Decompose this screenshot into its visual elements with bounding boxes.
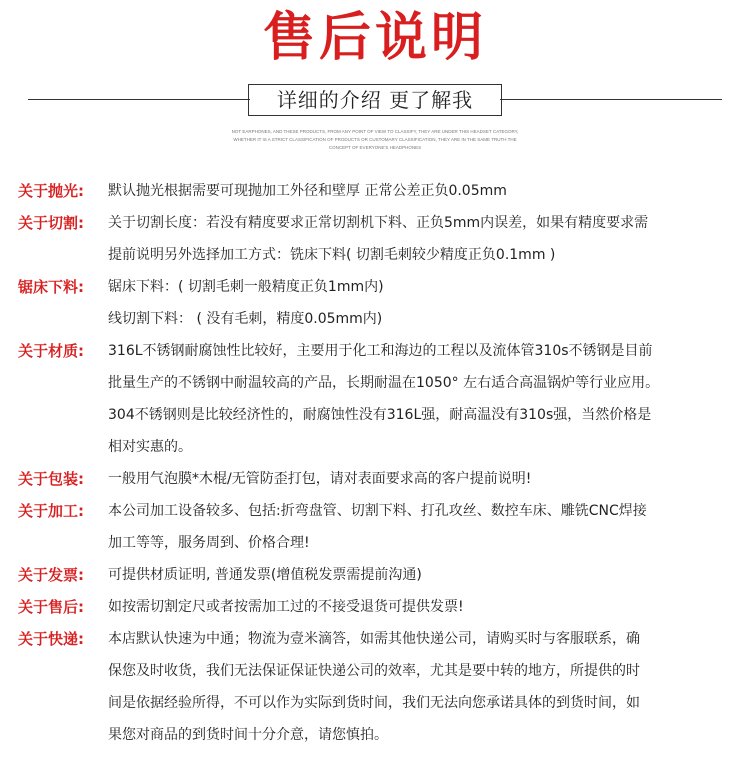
text-line: 本公司加工设备较多、包括:折弯盘管、切割下料、打孔攻丝、数控车床、雕铣CNC焊接: [108, 503, 647, 519]
section-label: 关于包装:: [18, 470, 84, 488]
section-text: [108, 562, 732, 594]
text-line: 批量生产的不锈钢中耐温较高的产品，长期耐温在1050° 左右适合高温锅炉等行业应用。: [108, 375, 660, 391]
section-label: 关于快递:: [18, 630, 84, 648]
divider-left: [28, 99, 250, 100]
text-line: 本店默认快速为中通；物流为壹米滴答，如需其他快递公司，请购买时与客服联系，确: [108, 631, 640, 647]
section-label: 关于加工:: [18, 502, 84, 520]
fineprint-line: CONCEPT OF EVERYONE'S HEADPHONES: [328, 145, 422, 150]
text-line: 316L不锈钢耐腐蚀性比较好，主要用于化工和海边的工程以及流体管310s不锈钢是目前: [108, 343, 653, 359]
text-line: 可提供材质证明, 普通发票(增值税发票需提前沟通): [108, 567, 422, 583]
fineprint: [200, 128, 550, 152]
text-line: 默认抛光根据需要可现抛加工外径和壁厚 正常公差正负0.05mm: [108, 183, 507, 199]
subtitle-box: 详细的介绍 更了解我: [248, 84, 502, 116]
section-text: [108, 210, 732, 274]
text-line: 如按需切割定尺或者按需加工过的不接受退货可提供发票!: [108, 599, 464, 615]
section-text: [108, 274, 732, 338]
section-text: [108, 338, 732, 466]
text-line: 果您对商品的到货时间十分介意，请您慎拍。: [108, 727, 388, 743]
section-text: [108, 498, 732, 562]
section-label: 锯床下料:: [18, 278, 84, 296]
text-line: 关于切割长度：若没有精度要求正常切割机下料、正负5mm内误差，如果有精度要求需: [108, 215, 649, 231]
text-line: 间是依据经验所得，不可以作为实际到货时间，我们无法向您承诺具体的到货时间，如: [108, 695, 640, 711]
text-line: 一般用气泡膜*木棍/无管防歪打包，请对表面要求高的客户提前说明!: [108, 471, 532, 487]
text-line: 提前说明另外选择加工方式：铣床下料( 切割毛刺较少精度正负0.1mm ): [108, 247, 556, 263]
text-line: 加工等等，服务周到、价格合理!: [108, 535, 310, 551]
section-label: 关于发票:: [18, 566, 84, 584]
text-line: 相对实惠的。: [108, 439, 192, 455]
section-text: [108, 178, 732, 210]
text-line: 304不锈钢则是比较经济性的，耐腐蚀性没有316L强，耐高温没有310s强，当然价格是: [108, 407, 652, 423]
text-line: 保您及时收货，我们无法保证保证快递公司的效率，尤其是要中转的地方，所提供的时: [108, 663, 640, 679]
page-title: 售后说明: [262, 8, 487, 68]
section-text: [108, 594, 732, 626]
section-text: [108, 466, 732, 498]
section-text: [108, 626, 732, 754]
text-line: 锯床下料：( 切割毛刺一般精度正负1mm内): [108, 279, 384, 295]
section-label: 关于售后:: [18, 598, 84, 616]
fineprint-line: NOT EARPHONES, AND THESE PRODUCTS, FROM ANY POINT OF VIEW TO CLASSIFY, THEY ARE UNDER THIS HEADSET CATEGORY,: [231, 129, 519, 134]
divider-right: [500, 99, 722, 100]
section-label: 关于材质:: [18, 342, 84, 360]
section-label: 关于切割:: [18, 214, 84, 232]
section-label: 关于抛光:: [18, 182, 84, 200]
text-line: 线切割下料： ( 没有毛刺，精度0.05mm内): [108, 311, 383, 327]
fineprint-line: WHETHER IT IS A STRICT CLASSIFICATION OF PRODUCTS OR CUSTOMARY CLASSIFICATION, THEY ARE IN THE SAME TRUTH THE: [233, 137, 517, 142]
